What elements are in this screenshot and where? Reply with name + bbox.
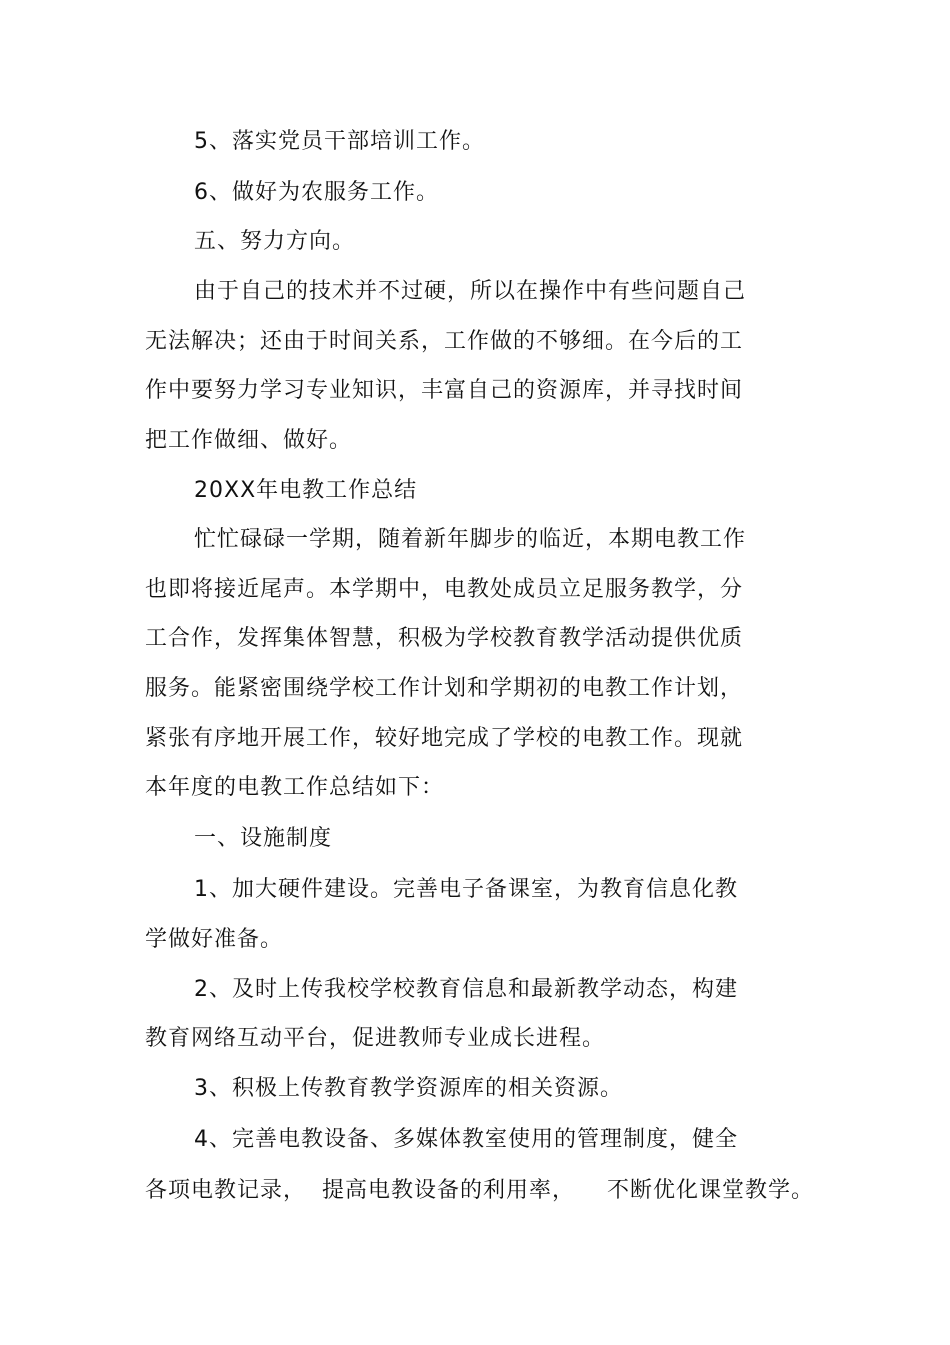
text-line: 也即将接近尾声。本学期中，电教处成员立足服务教学，分 (145, 577, 744, 602)
section-heading: 五、努力方向。 (194, 229, 356, 254)
text-line: 3、积极上传教育教学资源库的相关资源。 (194, 1076, 623, 1101)
text-line: 紧张有序地开展工作，较好地完成了学校的电教工作。现就 (145, 726, 744, 751)
section-heading: 一、设施制度 (194, 826, 333, 851)
text-line: 学做好准备。 (145, 927, 284, 952)
text-line: 工合作，发挥集体智慧，积极为学校教育教学活动提供优质 (145, 626, 744, 651)
text-line: 作中要努力学习专业知识，丰富自己的资源库，并寻找时间 (145, 378, 744, 403)
text-line: 1、加大硬件建设。完善电子备课室，为教育信息化教 (194, 877, 738, 902)
text-line: 由于自己的技术并不过硬，所以在操作中有些问题自己 (194, 279, 747, 304)
text-line: 服务。能紧密围绕学校工作计划和学期初的电教工作计划， (145, 676, 744, 701)
text-line: 教育网络互动平台，促进教师专业成长进程。 (145, 1026, 606, 1051)
text-line: 4、完善电教设备、多媒体教室使用的管理制度，健全 (194, 1127, 738, 1152)
document-title: 20XX年电教工作总结 (194, 478, 418, 503)
text-line: 无法解决；还由于时间关系，工作做的不够细。在今后的工 (145, 329, 744, 354)
text-line: 2、及时上传我校学校教育信息和最新教学动态，构建 (194, 977, 738, 1002)
text-line: 把工作做细、做好。 (145, 428, 353, 453)
text-line: 忙忙碌碌一学期，随着新年脚步的临近，本期电教工作 (194, 527, 747, 552)
text-line: 5、落实党员干部培训工作。 (194, 129, 485, 154)
text-line: 本年度的电教工作总结如下： (145, 775, 445, 800)
text-line: 各项电教记录， 提高电教设备的利用率， 不断优化课堂教学。 (145, 1178, 814, 1203)
text-line: 6、做好为农服务工作。 (194, 180, 439, 205)
